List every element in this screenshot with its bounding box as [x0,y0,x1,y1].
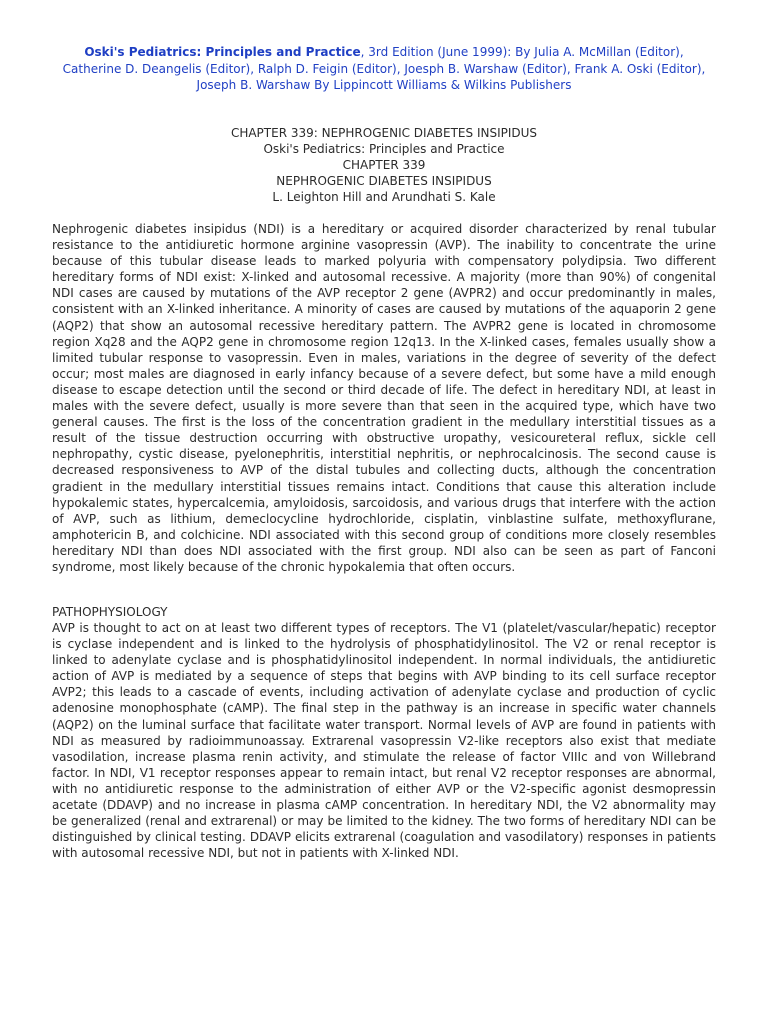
chapter-heading-line-4: NEPHROGENIC DIABETES INSIPIDUS [276,174,492,188]
citation-book-title[interactable]: Oski's Pediatrics: Principles and Practice [84,45,361,59]
intro-paragraph: Nephrogenic diabetes insipidus (NDI) is a hereditary or acquired disorder characterized by renal tubular resistance to the antidiuretic hormone arginine vasopressin (AVP). The inability to concentrate the urine because of this tubular disease leads to marked polyuria with compensatory polydipsia. Two different hereditary forms of NDI exist: X-linked and autosomal recessive. A majority (more than 90%) of congenital NDI cases are caused by mutations of the AVP receptor 2 gene (AVPR2) and occur predominantly in males, consistent with an X-linked inheritance. A minority of cases are caused by mutations of the aquaporin 2 gene (AQP2) that show an autosomal recessive hereditary pattern. The AVPR2 gene is located in chromosome region Xq28 and the AQP2 gene in chromosome region 12q13. In the X-linked cases, females usually show a limited tubular response to vasopressin. Even in males, variations in the degree of severity of the defect occur; most males are diagnosed in early infancy because of a severe defect, but some have a mild enough disease to escape detection until the second or third decade of life. The defect in hereditary NDI, at least in males with the severe defect, usually is more severe than that seen in the acquired type, which have two general causes. The first is the loss of the concentration gradient in the medullary interstitial tissues as a result of the tissue destruction occurring with obstructive uropathy, vesicoureteral reflux, sickle cell nephropathy, cystic disease, pyelonephritis, interstitial nephritis, or nephrocalcinosis. The second cause is decreased responsiveness to AVP of the distal tubules and collecting ducts, although the concentration gradient in the medullary interstitial tissues remains intact. Conditions that cause this alteration include hypokalemic states, hypercalcemia, amyloidosis, sarcoidosis, and various drugs that interfere with the action of AVP, such as lithium, demeclocycline hydrochloride, cisplatin, vinblastine sulfate, methoxyflurane, amphotericin B, and colchicine. NDI associated with this second group of conditions more closely resembles hereditary NDI than does NDI associated with the first group. NDI also can be seen as part of Fanconi syndrome, most likely because of the chronic hypokalemia that often occurs. [52,222,716,574]
chapter-heading-line-2: Oski's Pediatrics: Principles and Practice [263,142,505,156]
chapter-heading [60,125,708,205]
chapter-heading-line-1: CHAPTER 339: NEPHROGENIC DIABETES INSIPIDUS [230,126,538,140]
citation-details: , 3rd Edition (June 1999): By Julia A. McMillan (Editor), Catherine D. Deangelis (Editor), Ralph D. Feigin (Editor), Joesph B. Warshaw (Editor), Frank A. Oski (Editor), Joseph B. Warshaw By Lippincott Williams & Wilkins Publishers [62,45,706,92]
book-citation [60,44,708,94]
chapter-heading-line-3: CHAPTER 339 [342,158,426,172]
chapter-authors: L. Leighton Hill and Arundhati S. Kale [272,190,496,204]
section-title-pathophysiology: PATHOPHYSIOLOGY [52,605,168,619]
pathophysiology-paragraph: AVP is thought to act on at least two different types of receptors. The V1 (platelet/vascular/hepatic) receptor is cyclase independent and is linked to the hydrolysis of phosphatidylinositol. The V2 or renal receptor is linked to adenylate cyclase and is phosphatidylinositol independent. In normal individuals, the antidiuretic action of AVP is mediated by a sequence of steps that begins with AVP binding to its cell surface receptor AVP2; this leads to a cascade of events, including activation of adenylate cyclase and production of cyclic adenosine monophosphate (cAMP). The final step in the pathway is an increase in specific water channels (AQP2) on the luminal surface that facilitate water transport. Normal levels of AVP are found in patients with NDI as measured by radioimmunoassay. Extrarenal vasopressin V2-like receptors also exist that mediate vasodilation, increase plasma renin activity, and stimulate the release of factor VIIIc and von Willebrand factor. In NDI, V1 receptor responses appear to remain intact, but renal V2 receptor responses are abnormal, with no antidiuretic response to the administration of either AVP or the V2-specific agonist desmopressin acetate (DDAVP) and no increase in plasma cAMP concentration. In hereditary NDI, the V2 abnormality may be generalized (renal and extrarenal) or may be limited to the kidney. The two forms of hereditary NDI can be distinguished by clinical testing. DDAVP elicits extrarenal (coagulation and vasodilatory) responses in patients with autosomal recessive NDI, but not in patients with X-linked NDI. [52,621,716,861]
